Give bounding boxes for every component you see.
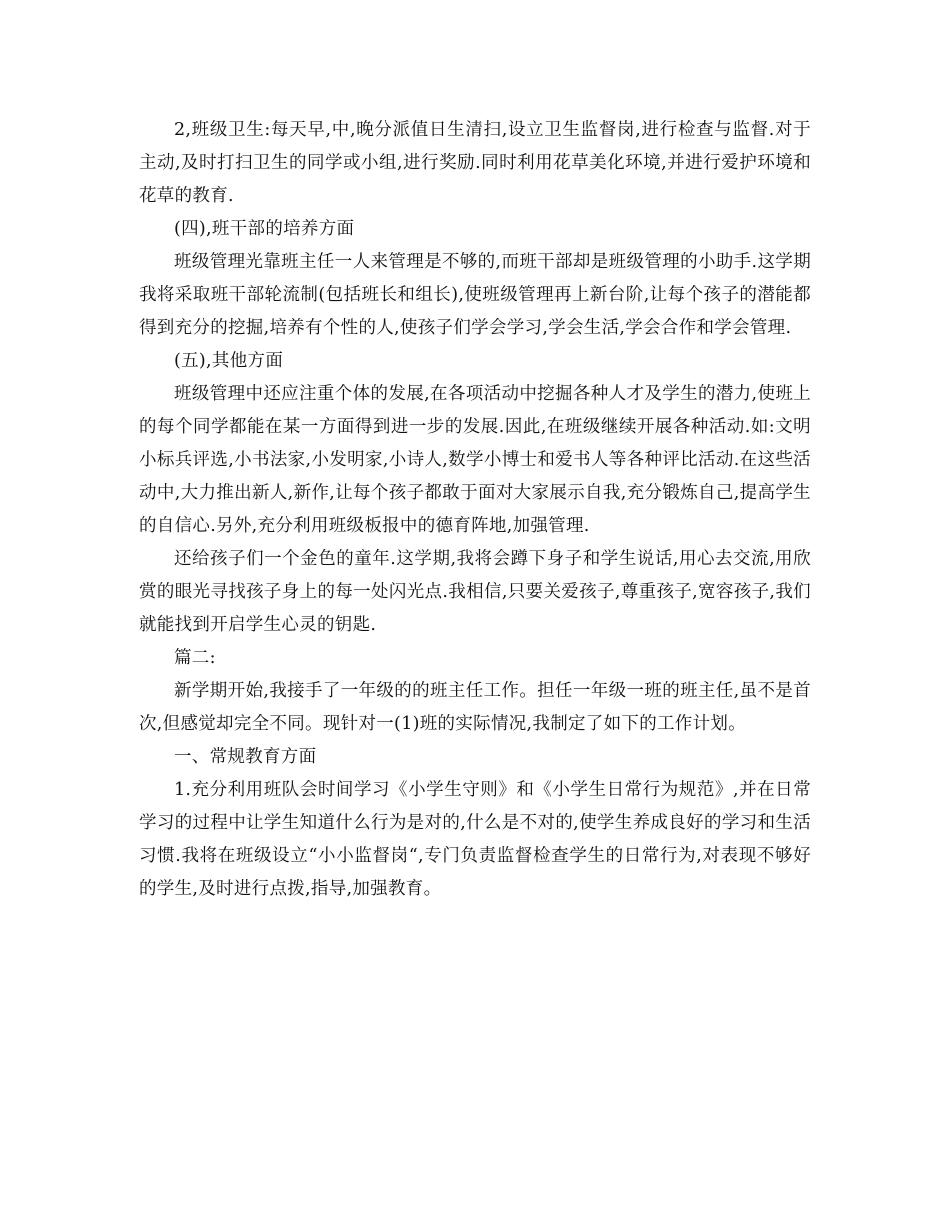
- document-body: [139, 114, 811, 906]
- paragraph-golden-childhood: 还给孩子们一个金色的童年.这学期,我将会蹲下身子和学生说话,用心去交流,用欣赏的眼光寻找孩子身上的每一处闪光点.我相信,只要关爱孩子,尊重孩子,宽容孩子,我们就能找到开启学生心灵的钥匙.: [139, 549, 811, 635]
- paragraph-student-code: 1.充分利用班队会时间学习《小学生守则》和《小学生日常行为规范》,并在日常学习的过程中让学生知道什么行为是对的,什么是不对的,使学生养成良好的学习和生活习惯.我将在班级设立“小小监督岗“,专门负责监督检查学生的日常行为,对表现不够好的学生,及时进行点拨,指导,加强教育。: [139, 780, 811, 899]
- paragraph-class-cadre: 班级管理光靠班主任一人来管理是不够的,而班干部却是班级管理的小助手.这学期我将采取班干部轮流制(包括班长和组长),使班级管理再上新台阶,让每个孩子的潜能都得到充分的挖掘,培养有个性的人,使孩子们学会学习,学会生活,学会合作和学会管理.: [139, 252, 811, 338]
- paragraph-individual-development: 班级管理中还应注重个体的发展,在各项活动中挖掘各种人才及学生的潜力,使班上的每个同学都能在某一方面得到进一步的发展.因此,在班级继续开展各种活动.如:文明小标兵评选,小书法家,小发明家,小诗人,数学小博士和爱书人等各种评比活动.在这些活动中,大力推出新人,新作,让每个孩子都敢于面对大家展示自我,充分锻炼自己,提高学生的自信心.另外,充分利用班级板报中的德育阵地,加强管理.: [139, 384, 811, 536]
- heading-part-two: 篇二:: [174, 648, 216, 668]
- paragraph-class-hygiene: 2,班级卫生:每天早,中,晚分派值日生清扫,设立卫生监督岗,进行检查与监督.对于主动,及时打扫卫生的同学或小组,进行奖励.同时利用花草美化环境,并进行爱护环境和花草的教育.: [139, 120, 811, 206]
- paragraph-new-semester: 新学期开始,我接手了一年级的的班主任工作。担任一年级一班的班主任,虽不是首次,但感觉却完全不同。现针对一(1)班的实际情况,我制定了如下的工作计划。: [139, 681, 811, 734]
- heading-class-cadre-training: (四),班干部的培养方面: [174, 219, 355, 239]
- heading-other-aspects: (五),其他方面: [174, 351, 284, 371]
- heading-routine-education: 一、常规教育方面: [174, 747, 317, 767]
